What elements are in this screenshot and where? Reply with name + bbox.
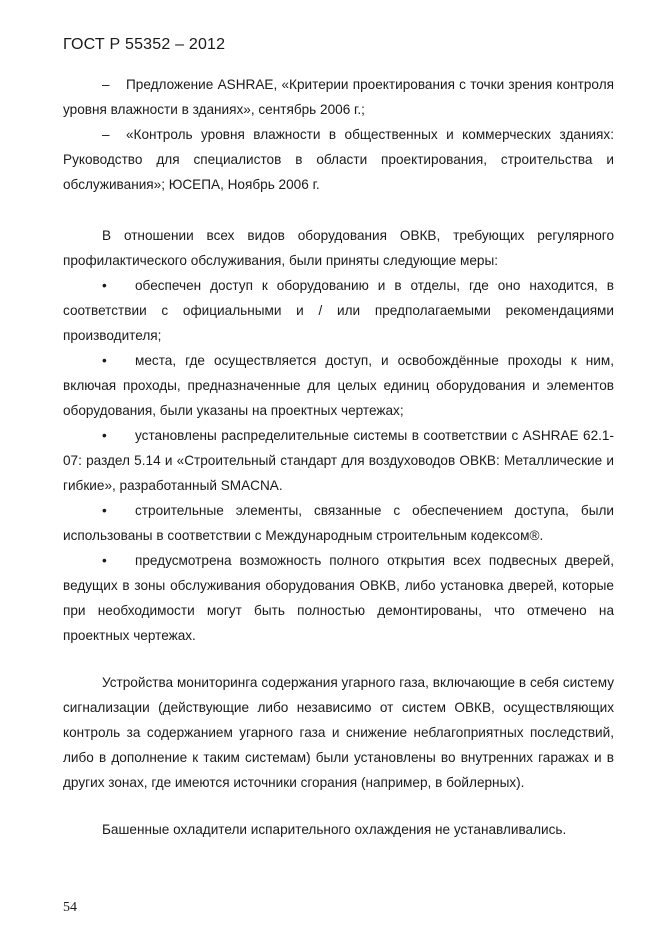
intro-paragraph: В отношении всех видов оборудования ОВКВ, требующих регулярного профилактического обслуживания, были приняты следующие меры: — [63, 228, 614, 268]
carbon-monoxide-paragraph: Устройства мониторинга содержания угарного газа, включающие в себя систему сигнализации (действующие либо независимо от систем ОВКВ, осуществляющих контроль за содержанием угарного газа и снижение неблагоприятных последствий, либо в дополнение к таким системам) были установлены во внутренних гаражах и в других зонах, где имеются источники сгорания (например, в бойлерных). — [63, 675, 614, 790]
bullet-marker: • — [102, 553, 107, 568]
dash-marker: – — [102, 77, 110, 92]
page-number: 54 — [63, 900, 77, 915]
dash-marker: – — [102, 127, 110, 142]
bullet-marker: • — [102, 278, 107, 293]
bullet-list-item — [63, 498, 614, 548]
dash-item-text: «Контроль уровня влажности в общественных и коммерческих зданиях: Руководство для специалистов в области проектирования, строительства и обслуживания»; ЮСЕПА, Ноябрь 2006 г. — [63, 127, 614, 192]
bullet-marker: • — [102, 353, 107, 368]
bullet-marker: • — [102, 503, 107, 518]
bullet-list-item — [63, 273, 614, 348]
standard-header: ГОСТ Р 55352 – 2012 — [63, 36, 226, 53]
bullet-list-item — [63, 423, 614, 498]
bullet-item-text: места, где осуществляется доступ, и освобождённые проходы к ним, включая проходы, предназначенные для целых единиц оборудования и элементов оборудования, были указаны на проектных чертежах; — [63, 353, 614, 418]
cooling-towers-paragraph: Башенные охладители испарительного охлаждения не устанавливались. — [102, 822, 567, 837]
bullet-list-item — [63, 348, 614, 423]
bullet-marker: • — [102, 428, 107, 443]
bullet-list-item — [63, 548, 614, 648]
dash-list-item — [63, 72, 614, 122]
bullet-item-text: установлены распределительные системы в соответствии с ASHRAE 62.1-07: раздел 5.14 и «Строительный стандарт для воздуховодов ОВКВ: Металлические и гибкие», разработанный SMACNA. — [63, 428, 614, 493]
bullet-item-text: строительные элементы, связанные с обеспечением доступа, были использованы в соответствии с Международным строительным кодексом®. — [63, 503, 614, 543]
document-body — [63, 72, 614, 842]
dash-item-text: Предложение ASHRAE, «Критерии проектирования с точки зрения контроля уровня влажности в зданиях», сентябрь 2006 г.; — [63, 77, 614, 117]
dash-list-item — [63, 122, 614, 197]
bullet-item-text: обеспечен доступ к оборудованию и в отделы, где оно находится, в соответствии с официальными и / или предполагаемыми рекомендациями производителя; — [63, 278, 614, 343]
bullet-item-text: предусмотрена возможность полного открытия всех подвесных дверей, ведущих в зоны обслуживания оборудования ОВКВ, либо установка дверей, которые при необходимости могут быть полностью демонтированы, что отмечено на проектных чертежах. — [63, 553, 614, 643]
